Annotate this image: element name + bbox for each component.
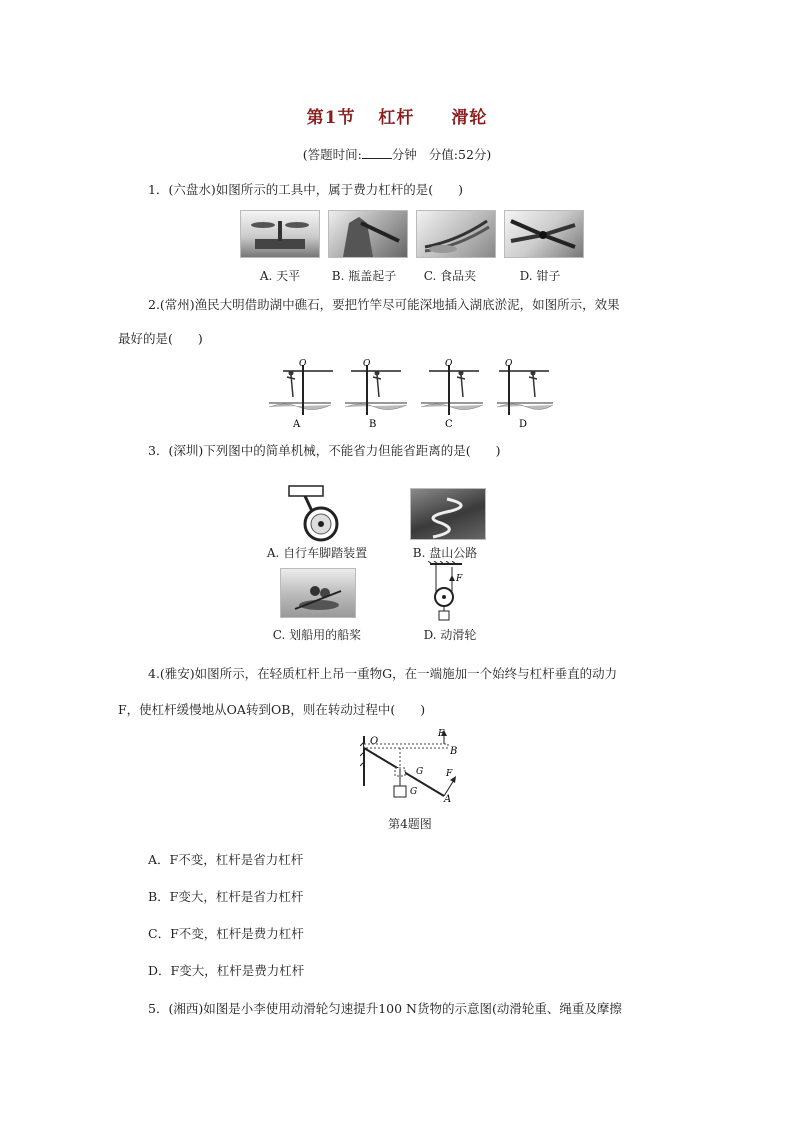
q2-figure-d — [497, 359, 553, 429]
q2-label-a: A — [293, 419, 301, 429]
q4-figure-caption: 第4题图 — [388, 817, 432, 831]
question-1-photos — [240, 210, 585, 258]
q2-b-point-o: O — [363, 359, 371, 369]
q3-caption-b: B. 盘山公路 — [412, 546, 478, 560]
q3-caption-a: A. 自行车脚踏装置 — [266, 546, 368, 560]
food-tongs-photo — [416, 210, 496, 258]
q4-option-b: B．F变大，杠杆是省力杠杆 — [148, 889, 304, 904]
q2-figures — [265, 357, 555, 429]
q2-c-point-o: O — [445, 359, 453, 369]
q4-label-a: A — [444, 794, 452, 805]
answer-time-line — [0, 145, 794, 163]
question-4-line1: 4.(雅安)如图所示，在轻质杠杆上吊一重物G，在一端施加一个始终与杠杆垂直的动力 — [148, 666, 618, 681]
q3-caption-c: C. 划船用的船桨 — [272, 628, 362, 642]
bicycle-pedal-figure — [283, 484, 353, 544]
title-topic-pulley: 滑轮 — [451, 108, 488, 128]
mountain-road-photo — [410, 488, 486, 540]
q4-label-g-lever: G — [416, 767, 424, 777]
time-prefix: (答题时间: — [302, 147, 362, 162]
question-2-line2: 最好的是( ) — [118, 331, 203, 346]
rowing-boat-icon — [281, 569, 355, 617]
q2-figure-c — [421, 359, 483, 429]
q1-caption-d: D. 钳子 — [519, 269, 561, 283]
q3-force-label: F — [456, 574, 463, 584]
time-blank[interactable] — [362, 147, 392, 159]
question-4-line2: F，使杠杆缓慢地从OA转到OB，则在转动过程中( ) — [118, 702, 426, 717]
q1-caption-b: B. 瓶盖起子 — [331, 269, 397, 283]
title-topic-lever: 杠杆 — [378, 108, 415, 128]
q4-label-f-top: F — [438, 729, 445, 739]
question-5-text: 5．(湘西)如图是小李使用动滑轮匀速提升100 N货物的示意图(动滑轮重、绳重及摩擦 — [148, 1001, 622, 1016]
pliers-icon — [505, 211, 583, 257]
question-2-line1: 2.(常州)渔民大明借助湖中礁石，要把竹竿尽可能深地插入湖底淤泥，如图所示，效果 — [148, 297, 620, 312]
page-title — [0, 103, 794, 128]
question-1-text: 1．(六盘水)如图所示的工具中，属于费力杠杆的是( ) — [148, 182, 463, 197]
balance-photo — [240, 210, 320, 258]
q2-label-c: C — [445, 419, 453, 429]
q1-caption-c: C. 食品夹 — [423, 269, 477, 283]
q4-label-f-diag: F — [446, 769, 453, 779]
food-tongs-icon — [417, 211, 495, 257]
force-arrow-icon — [449, 575, 455, 581]
q4-option-a: A．F不变，杠杆是省力杠杆 — [148, 852, 304, 867]
q2-figure-b — [345, 359, 407, 429]
q4-option-c: C．F不变，杠杆是费力杠杆 — [148, 926, 304, 941]
q1-caption-a: A. 天平 — [259, 269, 301, 283]
q2-label-d: D — [519, 419, 528, 429]
score-text: 分值:52分) — [428, 147, 492, 162]
section-number: 第1节 — [306, 108, 356, 128]
q2-d-point-o: O — [505, 359, 513, 369]
q2-label-b: B — [369, 419, 377, 429]
q2-a-point-o: O — [299, 359, 307, 369]
q2-figure-a — [269, 359, 333, 429]
q4-label-o: O — [370, 736, 379, 747]
q4-label-b: B — [450, 746, 458, 757]
q4-option-d: D．F变大，杠杆是费力杠杆 — [148, 963, 305, 978]
balance-icon — [241, 211, 319, 257]
winding-road-icon — [411, 489, 485, 539]
boat-oar-photo — [280, 568, 356, 618]
movable-pulley-figure — [428, 561, 476, 623]
q4-label-g-weight: G — [410, 787, 418, 797]
q4-lever-figure — [360, 728, 470, 806]
bottle-opener-icon — [329, 211, 407, 257]
time-unit: 分钟 — [391, 147, 417, 162]
q3-caption-d: D. 动滑轮 — [423, 628, 477, 642]
pliers-photo — [504, 210, 584, 258]
bottle-opener-photo — [328, 210, 408, 258]
question-3-text: 3．(深圳)下列图中的简单机械，不能省力但能省距离的是( ) — [148, 443, 501, 458]
